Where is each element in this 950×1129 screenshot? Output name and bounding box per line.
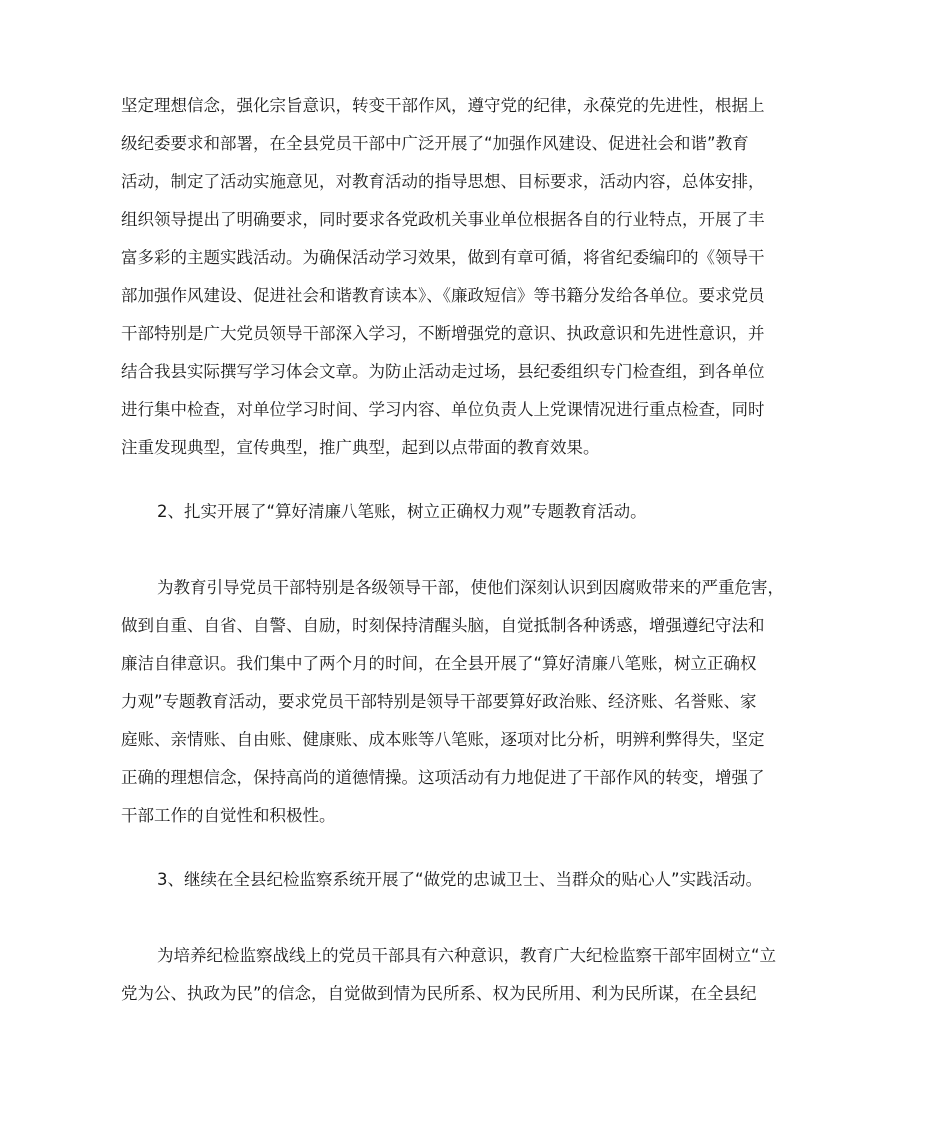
paragraph-2-line-2: 做到自重、自省、自警、自励，时刻保持清醒头脑，自觉抵制各种诱惑，增强遵纪守法和 <box>121 616 765 635</box>
paragraph-2-line-3: 廉洁自律意识。我们集中了两个月的时间，在全县开展了“算好清廉八笔账，树立正确权 <box>121 654 757 673</box>
paragraph-3-line-1: 为培养纪检监察战线上的党员干部具有六种意识，教育广大纪检监察干部牢固树立“立 <box>157 946 777 965</box>
paragraph-1-line-1: 坚定理想信念，强化宗旨意识，转变干部作风，遵守党的纪律，永葆党的先进性，根据上 <box>121 96 765 115</box>
section-heading-2: 2、扎实开展了“算好清廉八笔账，树立正确权力观”专题教育活动。 <box>157 502 647 521</box>
paragraph-1-line-9: 进行集中检查，对单位学习时间、学习内容、单位负责人上党课情况进行重点检查，同时 <box>121 400 765 419</box>
paragraph-1-line-5: 富多彩的主题实践活动。为确保活动学习效果，做到有章可循，将省纪委编印的《领导干 <box>121 248 765 267</box>
paragraph-1-line-8: 结合我县实际撰写学习体会文章。为防止活动走过场，县纪委组织专门检查组，到各单位 <box>121 362 765 381</box>
paragraph-3-line-2: 党为公、执政为民”的信念，自觉做到情为民所系、权为民所用、利为民所谋，在全县纪 <box>121 984 757 1003</box>
paragraph-1-line-7: 干部特别是广大党员领导干部深入学习，不断增强党的意识、执政意识和先进性意识，并 <box>121 324 765 343</box>
paragraph-2-line-4: 力观”专题教育活动，要求党员干部特别是领导干部要算好政治账、经济账、名誉账、家 <box>121 692 757 711</box>
paragraph-1-line-10: 注重发现典型，宣传典型，推广典型，起到以点带面的教育效果。 <box>121 438 600 457</box>
paragraph-2-line-5: 庭账、亲情账、自由账、健康账、成本账等八笔账，逐项对比分析，明辨利弊得失，坚定 <box>121 730 765 749</box>
paragraph-2-line-1: 为教育引导党员干部特别是各级领导干部，使他们深刻认识到因腐败带来的严重危害， <box>157 578 784 597</box>
paragraph-2-line-7: 干部工作的自觉性和积极性。 <box>121 806 336 825</box>
paragraph-1-line-4: 组织领导提出了明确要求，同时要求各党政机关事业单位根据各自的行业特点，开展了丰 <box>121 210 765 229</box>
section-heading-3: 3、继续在全县纪检监察系统开展了“做党的忠诚卫士、当群众的贴心人”实践活动。 <box>157 870 763 889</box>
paragraph-2-line-6: 正确的理想信念，保持高尚的道德情操。这项活动有力地促进了干部作风的转变，增强了 <box>121 768 765 787</box>
paragraph-1-line-6: 部加强作风建设、促进社会和谐教育读本》、《廉政短信》等书籍分发给各单位。要求党员 <box>121 286 765 305</box>
paragraph-1-line-2: 级纪委要求和部署，在全县党员干部中广泛开展了“加强作风建设、促进社会和谐”教育 <box>121 134 749 153</box>
paragraph-1-line-3: 活动，制定了活动实施意见，对教育活动的指导思想、目标要求，活动内容，总体安排， <box>121 172 765 191</box>
